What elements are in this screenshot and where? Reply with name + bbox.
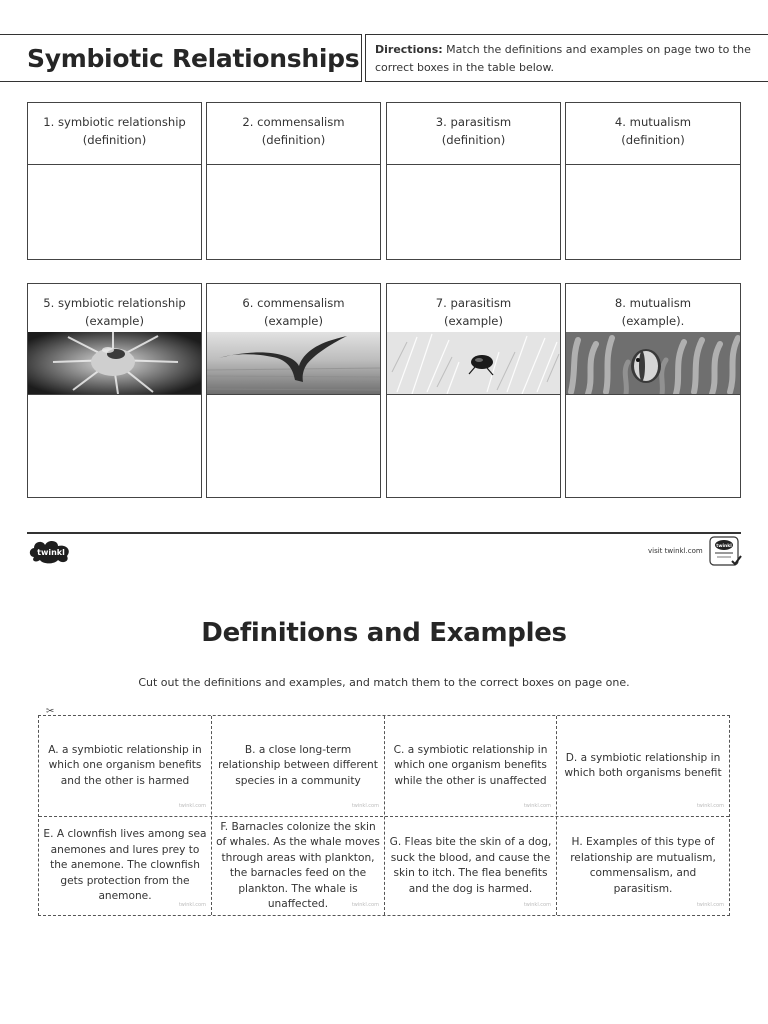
quality-badge-icon <box>708 535 742 569</box>
cell-header <box>28 103 201 165</box>
cell-subheading: (example). <box>621 314 685 328</box>
card-text: G. Fleas bite the skin of a dog, suck the blood, and cause the skin to itch. The flea benefits and the dog is harmed. <box>389 836 552 895</box>
cut-instructions: Cut out the definitions and examples, and match them to the correct boxes on page one. <box>138 676 630 689</box>
whale-tail-photo <box>207 332 380 395</box>
card-e[interactable] <box>39 817 211 915</box>
card-watermark: twinkl.com <box>351 802 379 809</box>
card-d[interactable] <box>557 716 729 816</box>
cell-subheading: (example) <box>264 314 323 328</box>
title-box <box>0 34 362 82</box>
twinkl-logo[interactable] <box>28 537 74 565</box>
cell-subheading: (example) <box>85 314 144 328</box>
card-watermark: twinkl.com <box>178 901 206 908</box>
visit-link[interactable]: visit twinkl.com <box>648 547 703 555</box>
example-cell-7[interactable] <box>386 283 561 498</box>
example-cell-6[interactable] <box>206 283 381 498</box>
cell-heading: 5. symbiotic relationship <box>43 296 186 310</box>
card-text: C. a symbiotic relationship in which one organism benefits while the other is unaffected <box>393 743 548 787</box>
card-watermark: twinkl.com <box>178 802 206 809</box>
cell-header <box>387 103 560 165</box>
card-watermark: twinkl.com <box>523 802 551 809</box>
definitions-title: Definitions and Examples <box>201 618 567 648</box>
card-text: D. a symbiotic relationship in which both organisms benefit <box>564 751 722 779</box>
cell-subheading: (example) <box>444 314 503 328</box>
definition-cell-1[interactable] <box>27 102 202 260</box>
card-text: B. a close long-term relationship between different species in a community <box>218 743 378 787</box>
cell-subheading: (definition) <box>621 133 685 147</box>
cell-subheading: (definition) <box>441 133 506 147</box>
directions-text: Match the definitions and examples on page two to the correct boxes in the table below. <box>375 43 751 74</box>
cell-heading: 1. symbiotic relationship <box>43 115 186 129</box>
card-h[interactable] <box>557 817 729 915</box>
cell-heading: 2. commensalism <box>242 115 345 129</box>
cell-header <box>566 103 740 165</box>
card-watermark: twinkl.com <box>351 901 379 908</box>
card-text: F. Barnacles colonize the skin of whales. As the whale moves through areas with plankton, the barnacles feed on the plankton. The whale is unaffected. <box>216 820 380 910</box>
cell-heading: 3. parasitism <box>435 115 512 129</box>
cutout-cards-grid <box>38 715 730 916</box>
card-b[interactable] <box>212 716 384 816</box>
cell-header <box>207 103 380 165</box>
card-c[interactable] <box>385 716 556 816</box>
card-text: H. Examples of this type of relationship are mutualism, commensalism, and parasitism. <box>570 836 716 895</box>
clownfish-anemone-photo <box>566 332 740 395</box>
card-a[interactable] <box>39 716 211 816</box>
cell-heading: 4. mutualism <box>614 115 692 129</box>
cell-heading: 7. parasitism <box>435 296 512 310</box>
card-text: A. a symbiotic relationship in which one organism benefits and the other is harmed <box>48 743 202 787</box>
page-title: Symbiotic Relationships <box>27 43 360 73</box>
directions-label: Directions: <box>375 43 443 56</box>
example-cell-5[interactable] <box>27 283 202 498</box>
card-g[interactable] <box>385 817 556 915</box>
cell-subheading: (definition) <box>82 133 147 147</box>
definition-cell-3[interactable] <box>386 102 561 260</box>
twinkl-logo-text: twinkl <box>37 548 65 557</box>
directions-box <box>365 34 768 82</box>
card-f[interactable] <box>212 817 384 915</box>
bee-on-flower-photo <box>28 332 201 395</box>
card-watermark: twinkl.com <box>696 901 724 908</box>
badge-text: twinkl <box>716 544 732 549</box>
cell-subheading: (definition) <box>261 133 326 147</box>
scissors-icon: ✂ <box>46 706 55 717</box>
definition-cell-4[interactable] <box>565 102 741 260</box>
cell-heading: 8. mutualism <box>614 296 692 310</box>
example-cell-8[interactable] <box>565 283 741 498</box>
flea-on-fur-photo <box>387 332 560 395</box>
definition-cell-2[interactable] <box>206 102 381 260</box>
cell-heading: 6. commensalism <box>242 296 345 310</box>
card-watermark: twinkl.com <box>523 901 551 908</box>
footer-rule <box>27 532 741 534</box>
card-watermark: twinkl.com <box>696 802 724 809</box>
card-text: E. A clownfish lives among sea anemones and lures prey to the anemone. The clownfish gets protection from the anemone. <box>43 828 207 903</box>
